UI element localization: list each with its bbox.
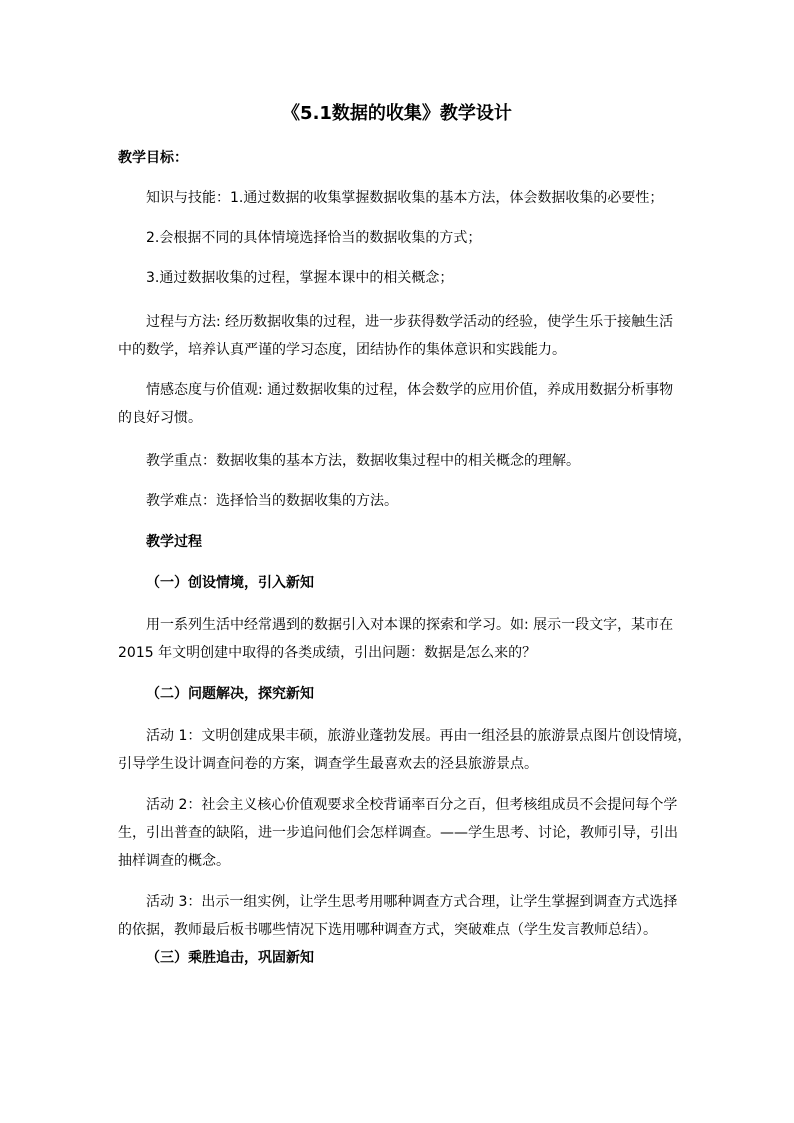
section1-line-1: 用一系列生活中经常遇到的数据引入对本课的探索和学习。如: 展示一段文字，某市在 xyxy=(146,617,674,633)
difficulty: 教学难点：选择恰当的数据收集的方法。 xyxy=(146,493,398,509)
activity3-line-2: 的依据，教师最后板书哪些情况下选用哪种调查方式，突破难点（学生发言教师总结）。 xyxy=(118,922,657,938)
section3-heading: （三）乘胜追击，巩固新知 xyxy=(146,950,314,966)
activity2-line-1: 活动 2：社会主义核心价值观要求全校背诵率百分之百，但考核组成员不会提问每个学 xyxy=(146,797,678,813)
section2-heading: （二）问题解决，探究新知 xyxy=(146,686,314,702)
activity2-line-2: 生，引出普查的缺陷，进一步追问他们会怎样调查。——学生思考、讨论，教师引导，引出 xyxy=(118,825,678,841)
section1-line-2: 2015 年文明创建中取得的各类成绩，引出问题：数据是怎么来的？ xyxy=(118,645,537,661)
process-method-line-1: 过程与方法: 经历数据收集的过程，进一步获得数学活动的经验，使学生乐于接触生活 xyxy=(146,314,674,330)
key-point: 教学重点：数据收集的基本方法，数据收集过程中的相关概念的理解。 xyxy=(146,453,580,469)
activity1-line-2: 引导学生设计调查问卷的方案，调查学生最喜欢去的泾县旅游景点。 xyxy=(118,756,538,772)
activity2-line-3: 抽样调查的概念。 xyxy=(118,853,230,869)
objective-knowledge: 知识与技能：1.通过数据的收集掌握数据收集的基本方法，体会数据收集的必要性； xyxy=(146,190,664,206)
document-title: 《5.1数据的收集》教学设计 xyxy=(282,103,512,124)
section1-heading: （一）创设情境，引入新知 xyxy=(146,575,314,591)
emotion-line-2: 的良好习惯。 xyxy=(118,410,202,426)
objective-2: 2.会根据不同的具体情境选择恰当的数据收集的方式； xyxy=(146,230,482,246)
objectives-heading: 教学目标： xyxy=(118,150,188,166)
activity3-line-1: 活动 3：出示一组实例，让学生思考用哪种调查方式合理，让学生掌握到调查方式选择 xyxy=(146,894,678,910)
activity1-line-1: 活动 1：文明创建成果丰硕，旅游业蓬勃发展。再由一组泾县的旅游景点图片创设情境， xyxy=(146,728,692,744)
emotion-line-1: 情感态度与价值观: 通过数据收集的过程，体会数学的应用价值，养成用数据分析事物 xyxy=(146,382,674,398)
objective-3: 3.通过数据收集的过程，掌握本课中的相关概念； xyxy=(146,270,454,286)
process-method-line-2: 中的数学，培养认真严谨的学习态度，团结协作的集体意识和实践能力。 xyxy=(118,342,566,358)
process-heading: 教学过程 xyxy=(146,534,202,550)
